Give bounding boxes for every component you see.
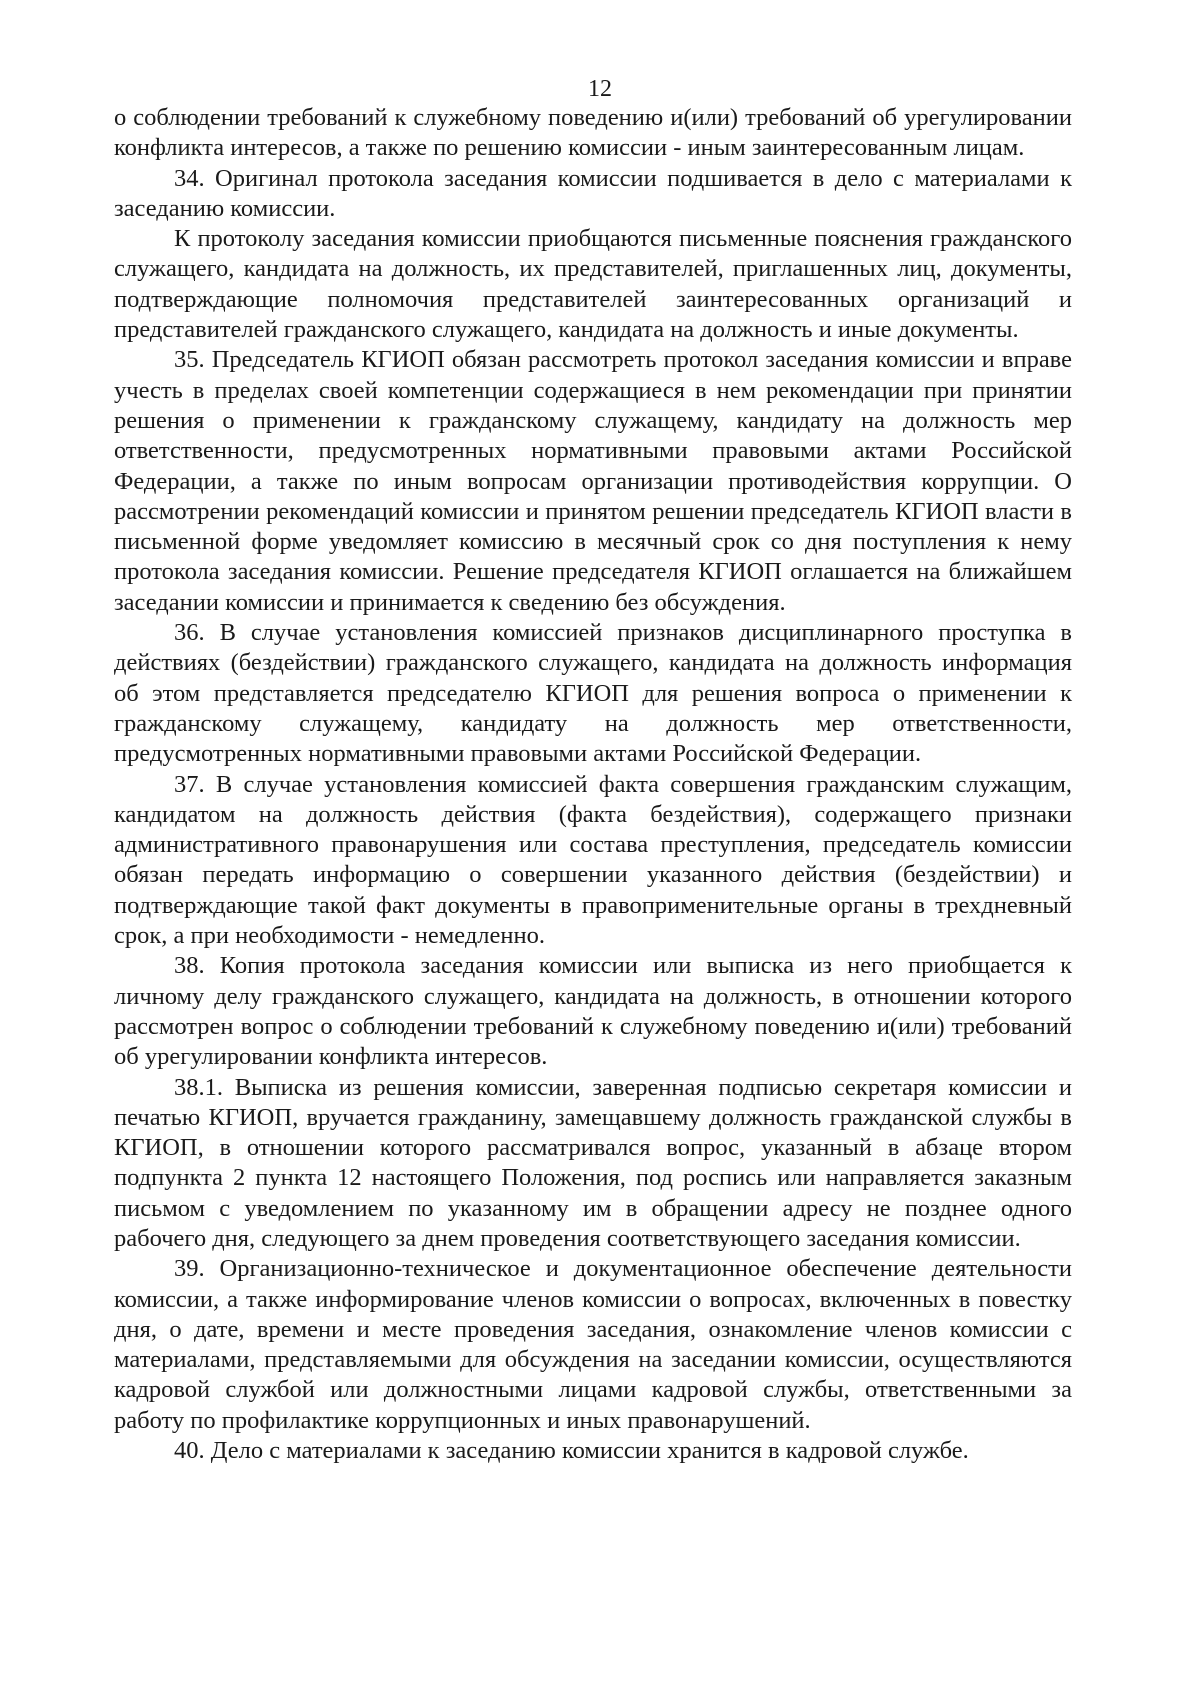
paragraph-38: 38. Копия протокола заседания комиссии или выписка из него приобщается к личному делу гражданского служащего, кандидата на должность, в отношении которого рассмотрен вопрос о соблюдении требований к служебному поведению и(или) требований об урегулировании конфликта интересов. <box>114 952 1072 1071</box>
document-body <box>114 103 1072 1466</box>
paragraph-39: 39. Организационно-техническое и документационное обеспечение деятельности комиссии, а также информирование членов комиссии о вопросах, включенных в повестку дня, о дате, времени и месте проведения заседания, ознакомление членов комиссии с материалами, представляемыми для обсуждения на заседании комиссии, осуществляются кадровой службой или должностными лицами кадровой службы, ответственными за работу по профилактике коррупционных и иных правонарушений. <box>114 1255 1072 1434</box>
paragraph-35: 35. Председатель КГИОП обязан рассмотреть протокол заседания комиссии и вправе учесть в пределах своей компетенции содержащиеся в нем рекомендации при принятии решения о применении к гражданскому служащему, кандидату на должность мер ответственности, предусмотренных нормативными правовыми актами Российской Федерации, а также по иным вопросам организации противодействия коррупции. О рассмотрении рекомендаций комиссии и принятом решении председатель КГИОП власти в письменной форме уведомляет комиссию в месячный срок со дня поступления к нему протокола заседания комиссии. Решение председателя КГИОП оглашается на ближайшем заседании комиссии и принимается к сведению без обсуждения. <box>114 346 1072 616</box>
paragraph-36: 36. В случае установления комиссией признаков дисциплинарного проступка в действиях (бездействии) гражданского служащего, кандидата на должность информация об этом представляется председателю КГИОП для решения вопроса о применении к гражданскому служащему, кандидату на должность мер ответственности, предусмотренных нормативными правовыми актами Российской Федерации. <box>114 619 1072 768</box>
paragraph-38-1: 38.1. Выписка из решения комиссии, заверенная подписью секретаря комиссии и печатью КГИОП, вручается гражданину, замещавшему должность гражданской службы в КГИОП, в отношении которого рассматривался вопрос, указанный в абзаце втором подпункта 2 пункта 12 настоящего Положения, под роспись или направляется заказным письмом с уведомлением по указанному им в обращении адресу не позднее одного рабочего дня, следующего за днем проведения соответствующего заседания комиссии. <box>114 1073 1072 1252</box>
paragraph-continuation: о соблюдении требований к служебному поведению и(или) требований об урегулировании конфликта интересов, а также по решению комиссии - иным заинтересованным лицам. <box>114 104 1072 162</box>
page-number: 12 <box>588 76 612 102</box>
paragraph-40: 40. Дело с материалами к заседанию комиссии хранится в кадровой службе. <box>174 1437 969 1465</box>
paragraph-34: 34. Оригинал протокола заседания комиссии подшивается в дело с материалами к заседанию комиссии. <box>114 164 1072 222</box>
paragraph-37: 37. В случае установления комиссией факта совершения гражданским служащим, кандидатом на должность действия (факта бездействия), содержащего признаки административного правонарушения или состава преступления, председатель комиссии обязан передать информацию о совершении указанного действия (бездействии) и подтверждающие такой факт документы в правоприменительные органы в трехдневный срок, а при необходимости - немедленно. <box>114 770 1072 950</box>
paragraph-34-attachments: К протоколу заседания комиссии приобщаются письменные пояснения гражданского служащего, кандидата на должность, их представителей, приглашенных лиц, документы, подтверждающие полномочия представителей заинтересованных организаций и представителей гражданского служащего, кандидата на должность и иные документы. <box>114 225 1072 344</box>
